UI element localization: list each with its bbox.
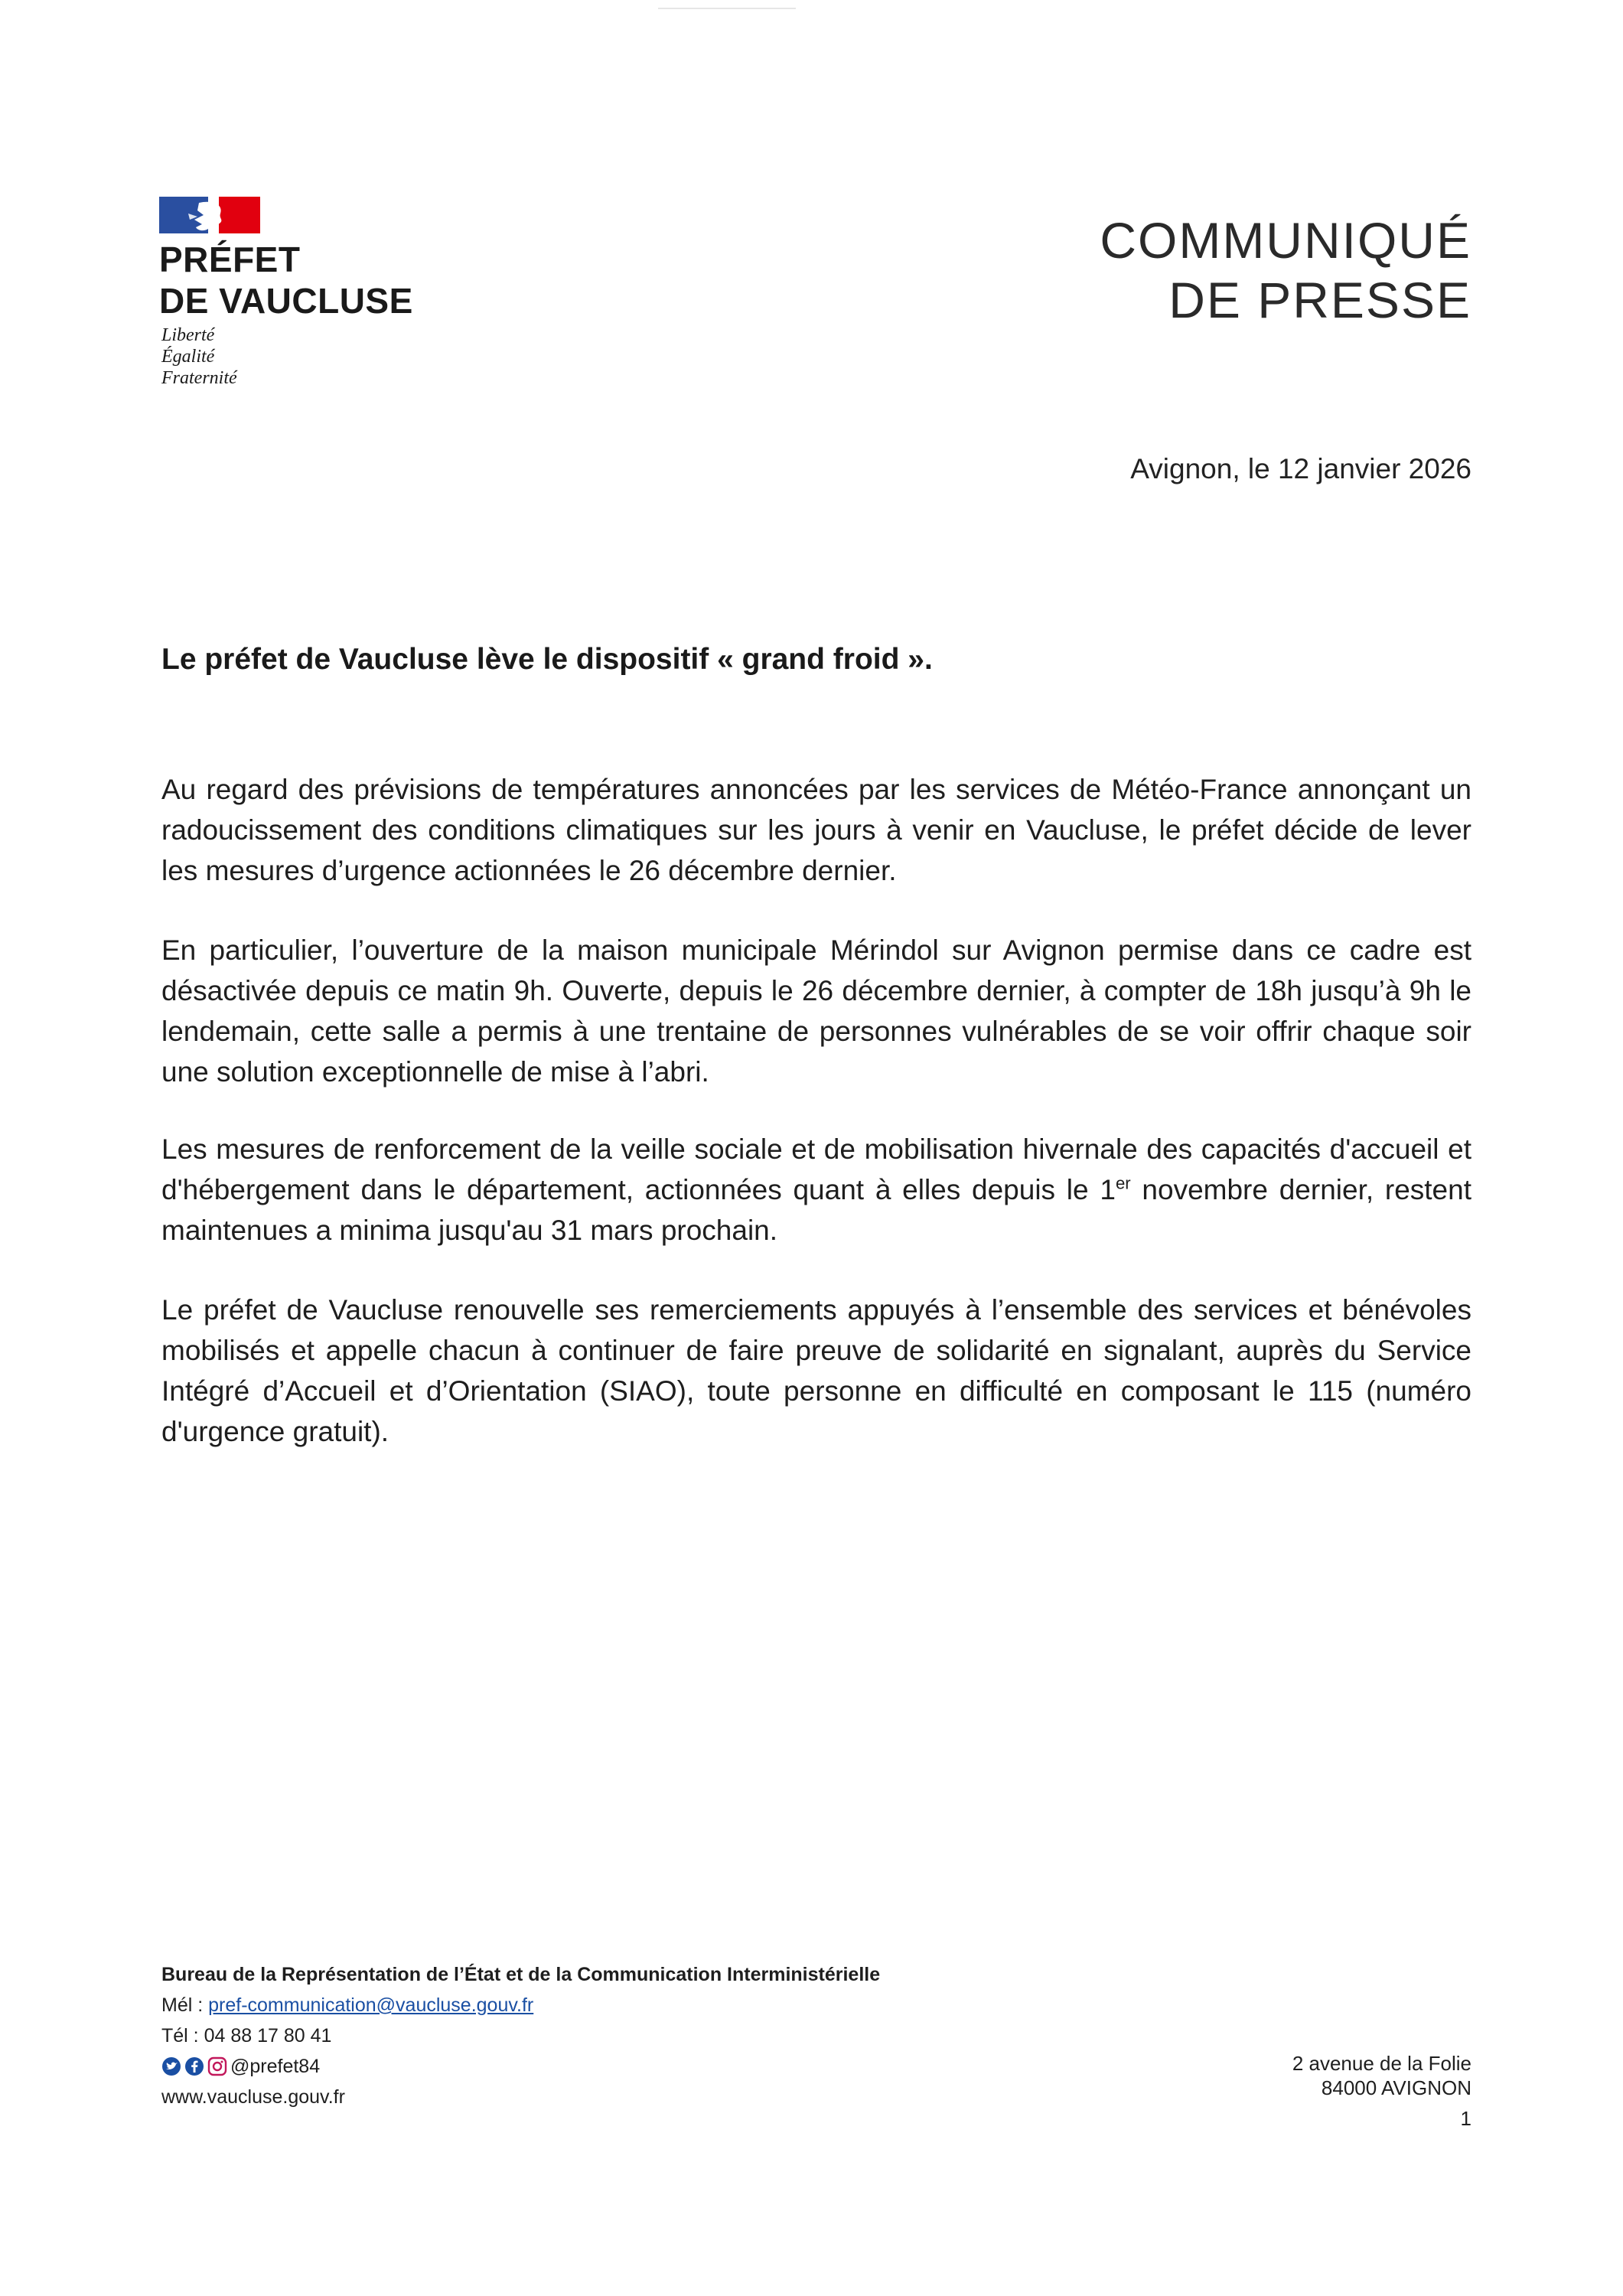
press-release-headline: Le préfet de Vaucluse lève le dispositif « grand froid ». (161, 643, 933, 676)
address-line-2: 84000 AVIGNON (1321, 2076, 1471, 2099)
footer-website[interactable]: www.vaucluse.gouv.fr (161, 2086, 345, 2108)
motto-liberte: Liberté (161, 325, 215, 345)
page-number: 1 (1460, 2107, 1471, 2130)
republic-motto (161, 325, 237, 389)
social-handle[interactable]: @prefet84 (230, 2056, 321, 2077)
footer-email-row (161, 1990, 880, 2020)
prefet-line-2: DE VAUCLUSE (159, 281, 413, 321)
document-type (1100, 210, 1471, 330)
motto-egalite: Égalité (161, 347, 215, 367)
footer-social-row (161, 2051, 880, 2082)
paragraph-1: Au regard des prévisions de températures annoncées par les services de Météo-France annonçant un radoucissement des conditions climatiques sur les jours à venir en Vaucluse, le préfet décide de lever les mesures d’urgence actionnées le 26 décembre dernier. (161, 774, 1471, 886)
doc-type-line-1: COMMUNIQUÉ (1100, 212, 1471, 269)
doc-type-line-2: DE PRESSE (1168, 272, 1471, 328)
address-line-1: 2 avenue de la Folie (1292, 2052, 1471, 2075)
motto-fraternite: Fraternité (161, 368, 237, 388)
paragraph-3 (161, 1129, 1471, 1251)
footer-address (1292, 2051, 1471, 2100)
scan-artifact-line (658, 8, 796, 9)
footer-bureau: Bureau de la Représentation de l’État et de la Communication Interministérielle (161, 1964, 881, 1985)
email-label: Mél : (161, 1994, 209, 2016)
footer-phone: Tél : 04 88 17 80 41 (161, 2025, 332, 2047)
facebook-icon[interactable] (184, 2056, 204, 2076)
prefecture-name (159, 239, 413, 321)
paragraph-3-text-b: novembre dernier, restent maintenues a minima jusqu'au 31 mars prochain. (161, 1174, 1471, 1246)
document-date: Avignon, le 12 janvier 2026 (1130, 453, 1471, 484)
prefet-line-1: PRÉFET (159, 240, 301, 279)
paragraph-2: En particulier, l’ouverture de la maison municipale Mérindol sur Avignon permise dans ce cadre est désactivée depuis ce matin 9h. Ouverte, depuis le 26 décembre dernier, à compter de 18h jusqu’à 9h le lendemain, cette salle a permis à une trentaine de personnes vulnérables de se voir offrir chaque soir une solution exceptionnelle de mise à l’abri. (161, 934, 1471, 1088)
instagram-icon[interactable] (207, 2056, 227, 2076)
ordinal-superscript: er (1115, 1173, 1131, 1193)
email-link[interactable]: pref-communication@vaucluse.gouv.fr (208, 1994, 534, 2016)
paragraph-3-text-a: Les mesures de renforcement de la veille sociale et de mobilisation hivernale des capacités d'accueil et d'hébergement dans le département, actionnées quant à elles depuis le 1 (161, 1133, 1471, 1205)
marianne-logo (159, 197, 260, 233)
paragraph-4: Le préfet de Vaucluse renouvelle ses remerciements appuyés à l’ensemble des services et bénévoles mobilisés et appelle chacun à continuer de faire preuve de solidarité en signalant, auprès du Service Intégré d’Accueil et d’Orientation (SIAO), toute personne en difficulté en composant le 115 (numéro d'urgence gratuit). (161, 1294, 1471, 1447)
twitter-icon[interactable] (161, 2056, 181, 2076)
footer-contact (161, 1959, 880, 2112)
